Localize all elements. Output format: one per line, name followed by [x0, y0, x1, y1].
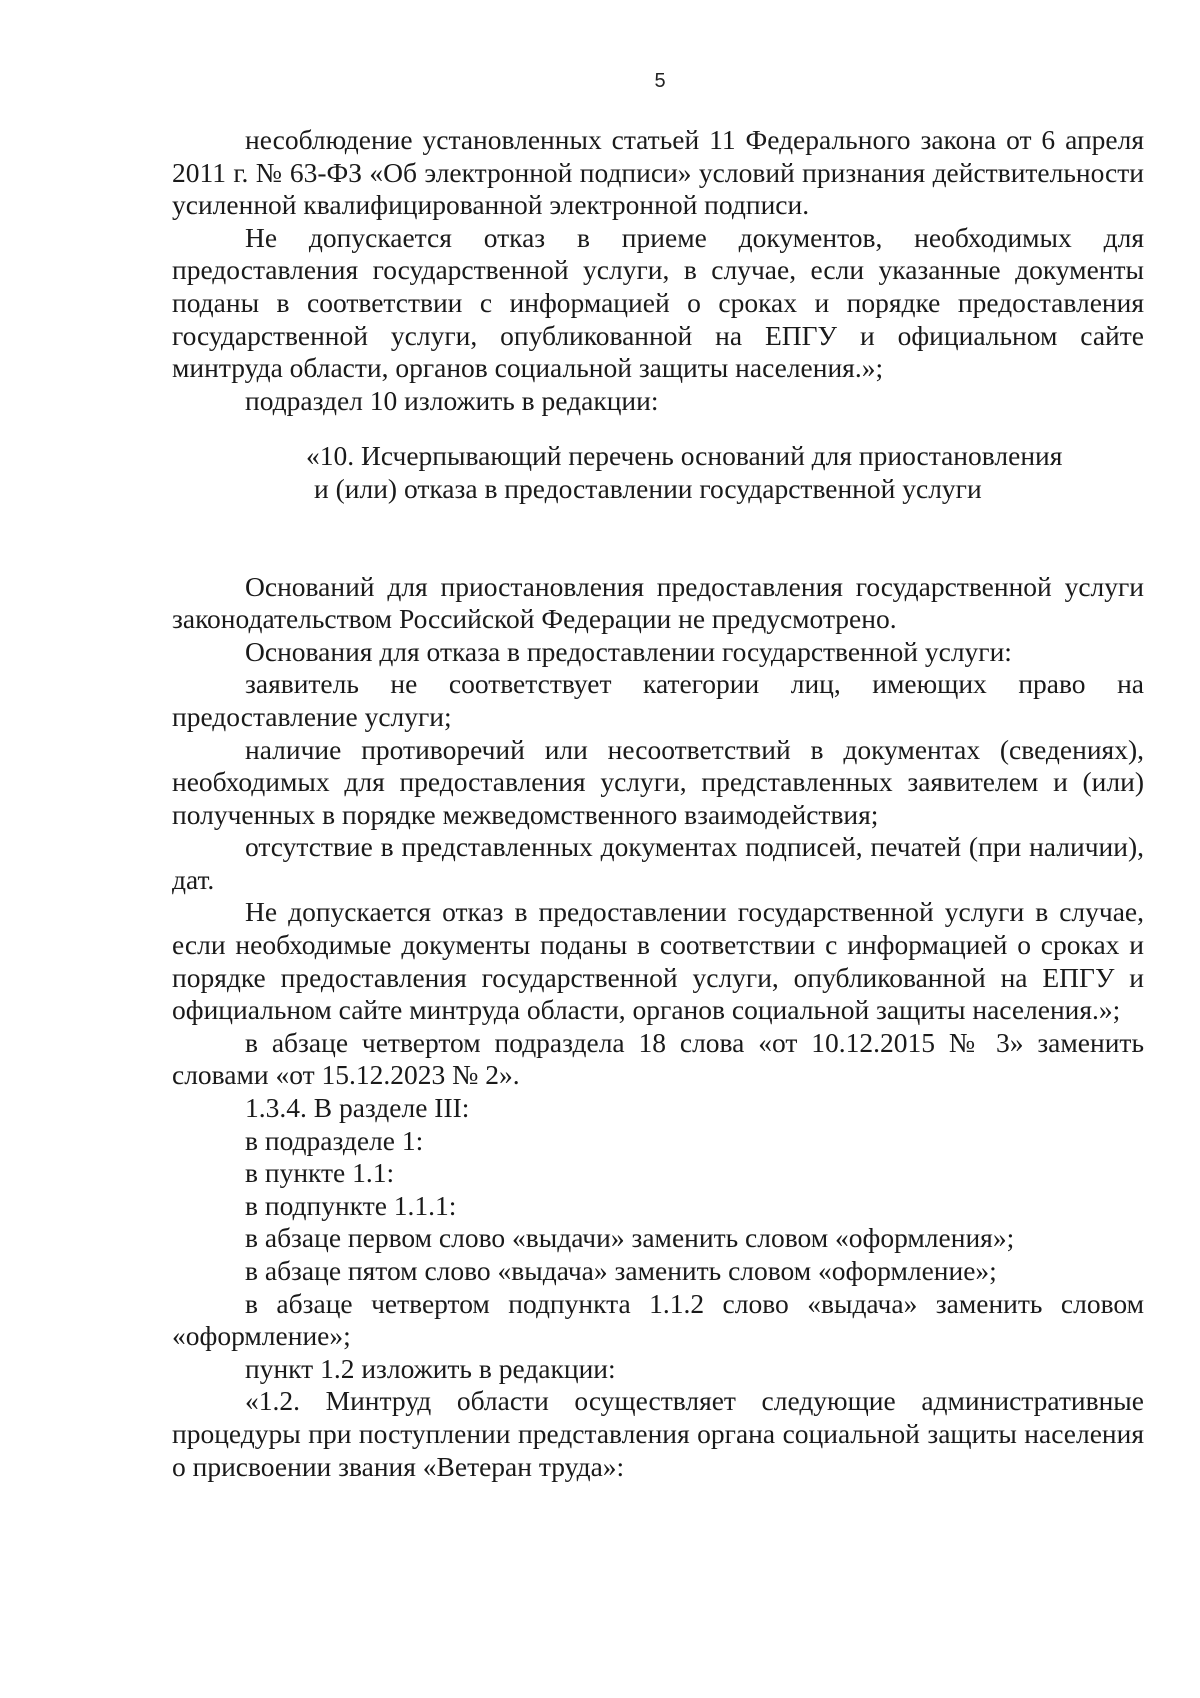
section-heading-line-1: «10. Исчерпывающий перечень оснований для приостановления: [306, 440, 1063, 472]
spacer: [172, 417, 1144, 440]
paragraph: в подразделе 1:: [245, 1124, 424, 1156]
document-body: [172, 124, 1144, 1483]
paragraph: отсутствие в представленных документах подписей, печатей (при наличии), дат.: [172, 831, 1144, 895]
paragraph: заявитель не соответствует категории лиц, имеющих право на предоставление услуги;: [172, 668, 1144, 732]
paragraph: 1.3.4. В разделе III:: [245, 1092, 470, 1124]
paragraph: в абзаце четвертом подраздела 18 слова «от 10.12.2015 № 3» заменить словами «от 15.12.2023 № 2».: [172, 1026, 1144, 1091]
paragraph: «1.2. Минтруд области осуществляет следующие административные процедуры при поступлении представления органа социальной защиты населения о присвоении звания «Ветеран труда»:: [172, 1385, 1144, 1482]
paragraph: в абзаце четвертом подпункта 1.1.2 слово «выдача» заменить словом «оформление»;: [172, 1287, 1144, 1352]
section-heading: [172, 440, 1144, 505]
paragraph: в пункте 1.1:: [245, 1157, 395, 1189]
section-heading-line-2: и (или) отказа в предоставлении государственной услуги: [314, 472, 982, 504]
paragraph: пункт 1.2 изложить в редакции:: [245, 1352, 616, 1384]
paragraph: несоблюдение установленных статьей 11 Федерального закона от 6 апреля 2011 г. № 63-ФЗ «Об электронной подписи» условий признания действительности усиленной квалифицированной электронной подписи.: [172, 124, 1144, 221]
paragraph: Основания для отказа в предоставлении государственной услуги:: [245, 635, 1012, 667]
paragraph: наличие противоречий или несоответствий в документах (сведениях), необходимых для предоставления услуги, представленных заявителем и (или) полученных в порядке межведомственного взаимодействия;: [172, 733, 1144, 830]
paragraph: в абзаце первом слово «выдачи» заменить словом «оформления»;: [245, 1222, 1015, 1254]
paragraph: в абзаце пятом слово «выдача» заменить словом «оформление»;: [245, 1255, 997, 1286]
page-number: 5: [654, 70, 666, 92]
paragraph: в подпункте 1.1.1:: [245, 1189, 457, 1221]
spacer: [172, 506, 1144, 571]
paragraph: Не допускается отказ в приеме документов, необходимых для предоставления государственной услуги, в случае, если указанные документы поданы в соответствии с информацией о сроках и порядке предоставления государственной услуги, опубликованной на ЕПГУ и официальном сайте минтруда области, органов социальной защиты населения.»;: [172, 221, 1144, 384]
paragraph: подраздел 10 изложить в редакции:: [245, 384, 659, 416]
paragraph: Не допускается отказ в предоставлении государственной услуги в случае, если необходимые документы поданы в соответствии с информацией о сроках и порядке предоставления государственной услуги, опубликованной на ЕПГУ и официальном сайте минтруда области, органов социальной защиты населения.»;: [172, 896, 1144, 1026]
paragraph: Оснований для приостановления предоставления государственной услуги законодательством Российской Федерации не предусмотрено.: [172, 570, 1144, 635]
